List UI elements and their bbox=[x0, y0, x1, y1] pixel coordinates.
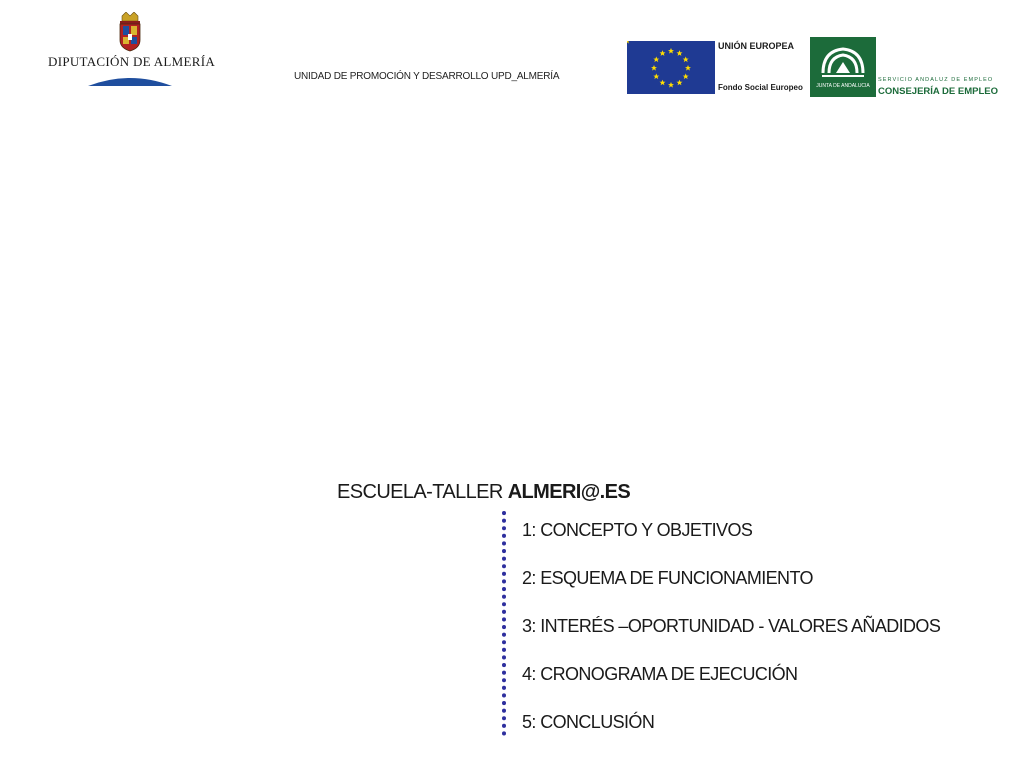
service-name: SERVICIO ANDALUZ DE EMPLEO bbox=[878, 77, 994, 83]
title-bold: ALMERI@.ES bbox=[507, 481, 631, 503]
dotted-divider bbox=[501, 511, 507, 739]
junta-andalucia-icon bbox=[810, 37, 876, 97]
coat-of-arms-icon bbox=[118, 12, 142, 52]
svg-text:JUNTA DE ANDALUCIA: JUNTA DE ANDALUCIA bbox=[816, 83, 870, 89]
diputacion-name: DIPUTACIÓN DE ALMERÍA bbox=[48, 54, 216, 69]
eu-title: UNIÓN EUROPEA bbox=[718, 41, 795, 51]
diputacion-logo bbox=[48, 12, 216, 88]
unit-title: UNIDAD DE PROMOCIÓN Y DESARROLLO UPD_ALMERÍA bbox=[294, 71, 560, 82]
diputacion-arc bbox=[88, 74, 172, 86]
eu-fund: Fondo Social Europeo bbox=[718, 83, 803, 92]
index-list bbox=[522, 519, 940, 759]
eu-flag-icon bbox=[627, 41, 715, 94]
index-item-1: 1: CONCEPTO Y OBJETIVOS bbox=[522, 520, 753, 540]
index-item-5: 5: CONCLUSIÓN bbox=[522, 712, 655, 732]
title-prefix: ESCUELA-TALLER bbox=[337, 481, 508, 503]
department-name: CONSEJERÍA DE EMPLEO bbox=[878, 86, 999, 97]
index-item-4: 4: CRONOGRAMA DE EJECUCIÓN bbox=[522, 664, 798, 684]
index-item-3: 3: INTERÉS –OPORTUNIDAD - VALORES AÑADIDOS bbox=[522, 616, 941, 636]
presentation-title bbox=[337, 481, 630, 504]
index-item-2: 2: ESQUEMA DE FUNCIONAMIENTO bbox=[522, 568, 813, 588]
